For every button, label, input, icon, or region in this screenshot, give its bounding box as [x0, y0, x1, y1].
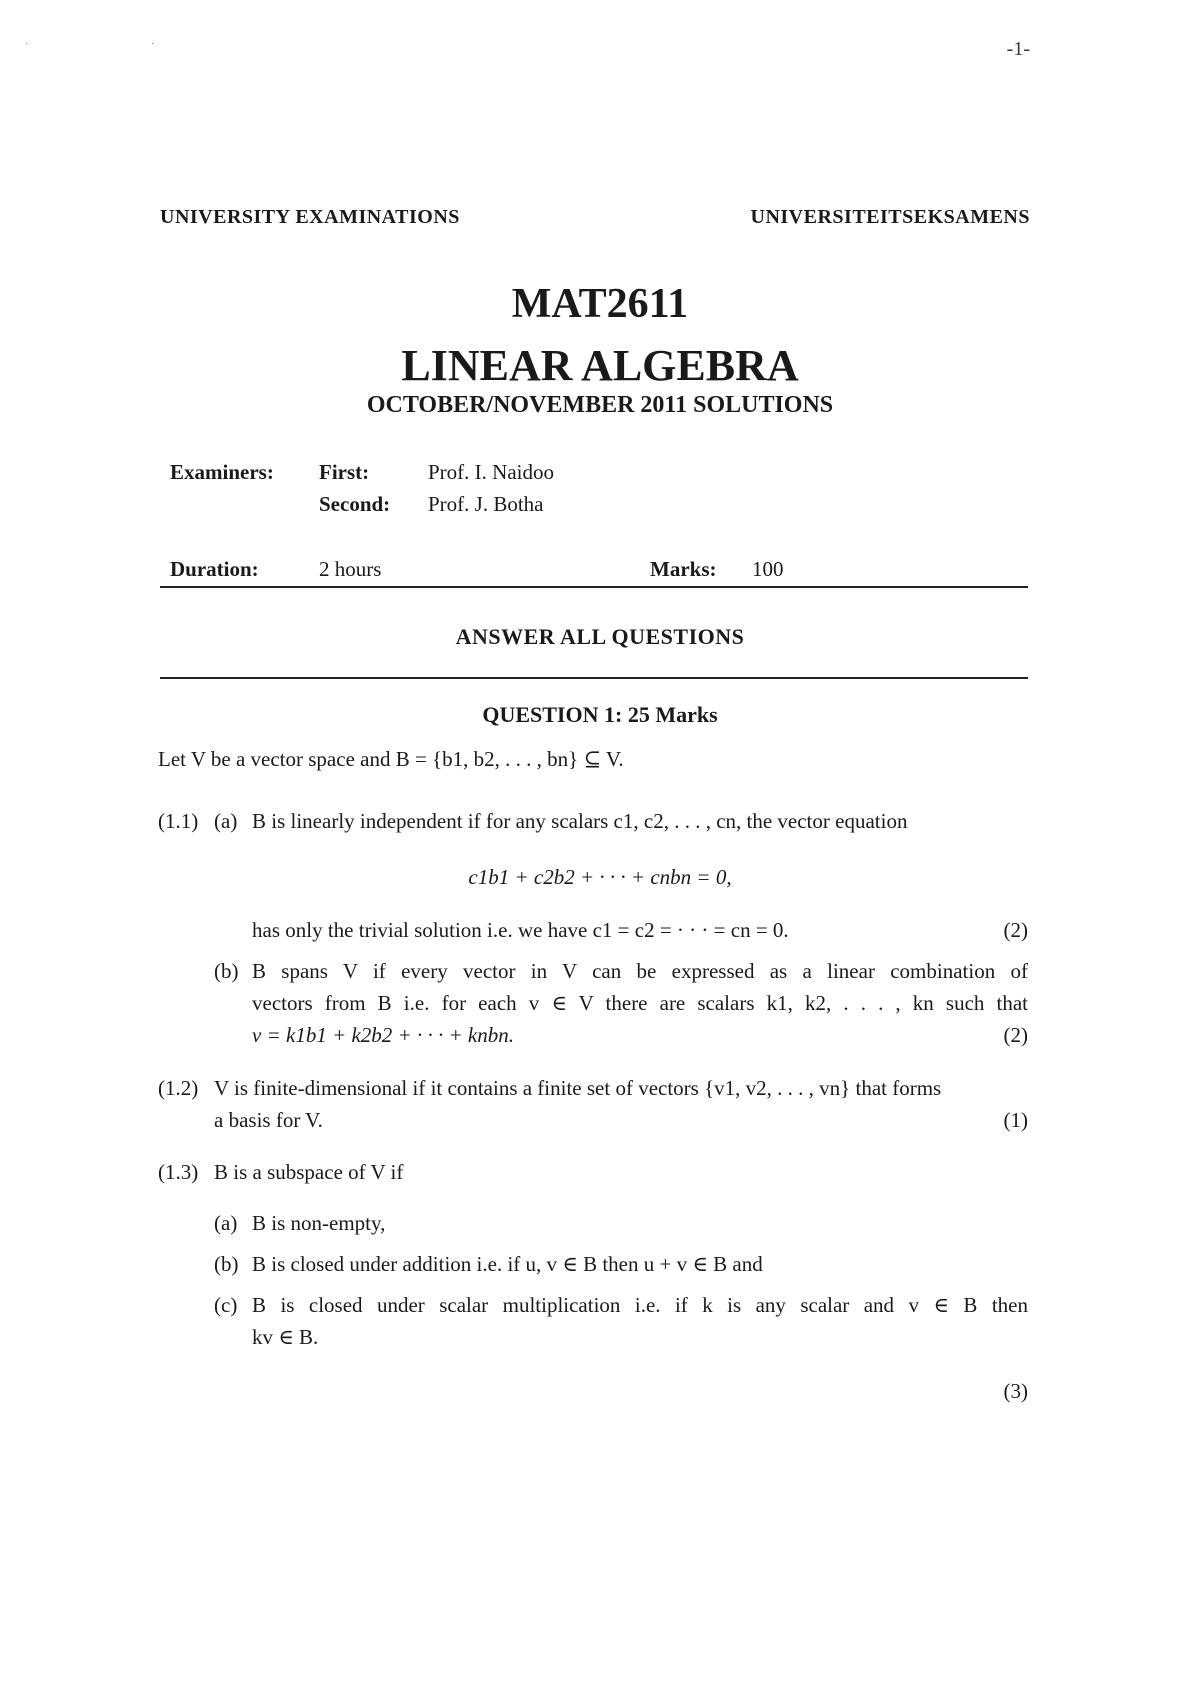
- condition-text: B is closed under scalar multiplication i.e. if k is any scalar and v ∈ B then: [252, 1293, 1028, 1317]
- course-title: LINEAR ALGEBRA: [401, 341, 799, 390]
- part-number: (1.1): [158, 809, 199, 833]
- definition-text: B is a subspace of V if: [214, 1160, 404, 1184]
- examiners-label: Examiners:: [170, 460, 274, 484]
- condition-text: kv ∈ B.: [252, 1325, 319, 1349]
- condition-text: B is closed under addition i.e. if u, v ∈ B then u + v ∈ B and: [252, 1252, 763, 1276]
- marks-value: 100: [752, 557, 784, 581]
- definition-text: B is linearly independent if for any scalars c1, c2, . . . , cn, the vector equation: [252, 809, 908, 833]
- scan-specks: ˙ ˙: [25, 42, 215, 53]
- definition-text: vectors from B i.e. for each v ∈ V there are scalars k1, k2, . . . , kn such that: [252, 991, 1028, 1015]
- divider-rule: [160, 677, 1028, 679]
- definition-text: has only the trivial solution i.e. we have c1 = c2 = · · · = cn = 0.: [252, 918, 789, 942]
- divider-rule: [160, 586, 1028, 588]
- subpart-label: (a): [214, 809, 238, 833]
- marks-allocation: (2): [1003, 1023, 1028, 1047]
- marks-allocation: (3): [1003, 1379, 1028, 1403]
- condition-text: B is non-empty,: [252, 1211, 386, 1235]
- definition-text: V is finite-dimensional if it contains a finite set of vectors {v1, v2, . . . , vn} that forms: [214, 1076, 942, 1100]
- first-examiner-name: Prof. I. Naidoo: [428, 460, 554, 484]
- marks-allocation: (1): [1003, 1108, 1028, 1132]
- marks-allocation: (2): [1003, 918, 1028, 942]
- header-right: UNIVERSITEITSEKSAMENS: [750, 206, 1030, 228]
- part-number: (1.2): [158, 1076, 199, 1100]
- subpart-label: (b): [214, 1252, 239, 1276]
- course-code: MAT2611: [511, 281, 689, 327]
- vector-equation: c1b1 + c2b2 + · · · + cnbn = 0,: [468, 865, 732, 889]
- definition-text: B spans V if every vector in V can be expressed as a linear combination of: [252, 959, 1028, 983]
- question-heading: QUESTION 1: 25 Marks: [482, 702, 718, 727]
- subpart-label: (b): [214, 959, 239, 983]
- linear-combination: v = k1b1 + k2b2 + · · · + knbn.: [252, 1023, 514, 1047]
- second-examiner-label: Second:: [319, 492, 391, 516]
- definition-text: a basis for V.: [214, 1108, 323, 1132]
- subpart-label: (a): [214, 1211, 238, 1235]
- header-left: UNIVERSITY EXAMINATIONS: [160, 206, 460, 228]
- part-number: (1.3): [158, 1160, 199, 1184]
- page-number: -1-: [1006, 38, 1030, 60]
- duration-label: Duration:: [170, 557, 259, 581]
- exam-session: OCTOBER/NOVEMBER 2011 SOLUTIONS: [366, 392, 834, 418]
- instruction-heading: ANSWER ALL QUESTIONS: [455, 624, 745, 649]
- duration-value: 2 hours: [319, 557, 382, 581]
- question-intro: Let V be a vector space and B = {b1, b2, . . . , bn} ⊆ V.: [158, 747, 624, 771]
- subpart-label: (c): [214, 1293, 238, 1317]
- first-examiner-label: First:: [319, 460, 370, 484]
- second-examiner-name: Prof. J. Botha: [428, 492, 544, 516]
- marks-label: Marks:: [650, 557, 717, 581]
